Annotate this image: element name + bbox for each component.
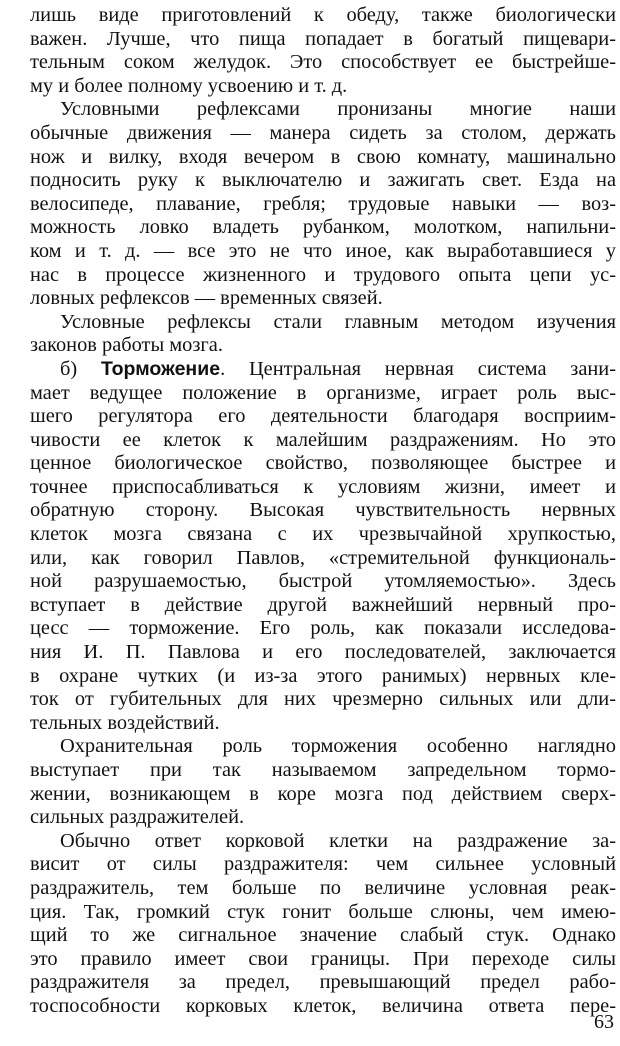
- text-line: раздражителя за предел, превышающий предел рабо-: [30, 971, 616, 994]
- text-line: в охране чутких (и из-за этого ранимых) нервных кле-: [30, 664, 616, 687]
- text-line: ток от губительных для них чрезмерно сильных или дли-: [30, 688, 616, 711]
- text-line: Охранительная роль торможения особенно наглядно: [60, 735, 616, 758]
- page-body-text: [30, 4, 616, 1019]
- text-line: вступает в действие другой важнейший нервный про-: [30, 593, 616, 616]
- text-line: ком и т. д. — все это не что иное, как выработавшиеся у: [30, 239, 616, 262]
- page-number: 63: [594, 1011, 614, 1033]
- text-line: ция. Так, громкий стук гонит больше слюны, чем имею-: [30, 900, 616, 923]
- text-line: раздражитель, тем больше по величине условная реак-: [30, 876, 616, 899]
- text-line: ной разрушаемостью, быстрой утомляемостью». Здесь: [30, 570, 616, 593]
- text-line: ловных рефлексов — временных связей.: [30, 287, 383, 310]
- text-line: обратную сторону. Высокая чувствительность нервных: [30, 499, 616, 522]
- section-term: Торможение: [100, 357, 221, 380]
- text-line: чивости ее клеток к малейшим раздражениям. Но это: [30, 428, 616, 451]
- text-line: шего регулятора его деятельности благодаря восприим-: [30, 405, 616, 428]
- text-line: тоспособности корковых клеток, величина ответа пере-: [30, 994, 616, 1017]
- text-line: Условные рефлексы стали главным методом изучения: [60, 310, 616, 333]
- text-line: важен. Лучше, что пища попадает в богатый пищевари-: [30, 27, 616, 50]
- text-line: [30, 358, 616, 382]
- text-line: Условными рефлексами пронизаны многие наши: [60, 98, 616, 121]
- text-line: цесс — торможение. Его роль, как показали исследова-: [30, 617, 616, 640]
- text-line: жении, возникающем в коре мозга под действием сверх-: [30, 782, 616, 805]
- text-line: точнее приспосабливаться к условиям жизни, имеет и: [30, 475, 616, 498]
- text-line: лишь виде приготовлений к обеду, также биологически: [30, 4, 616, 26]
- text-line: это правило имеет свои границы. При переходе силы: [30, 947, 616, 970]
- text-line: щий то же сигнальное значение слабый стук. Однако: [30, 924, 616, 947]
- text-line: подносить руку к выключателю и зажигать свет. Езда на: [30, 169, 616, 192]
- text-line: Обычно ответ корковой клетки на раздражение за-: [60, 829, 616, 852]
- text-line: нас в процессе жизненного и трудового опыта цепи ус-: [30, 263, 616, 286]
- list-marker: б): [60, 357, 101, 380]
- text-line: можность ловко владеть рубанком, молотком, напильни-: [30, 216, 616, 239]
- text-line: клеток мозга связана с их чрезвычайной хрупкостью,: [30, 523, 616, 546]
- text-line: тельным соком желудок. Это способствует ее быстрейше-: [30, 51, 616, 74]
- text-line: нож и вилку, входя вечером в свою комнату, машинально: [30, 145, 616, 168]
- text-line: му и более полному усвоению и т. д.: [30, 74, 348, 97]
- text-line: обычные движения — манера сидеть за столом, держать: [30, 121, 616, 144]
- text-line: велосипеде, плавание, гребля; трудовые навыки — воз-: [30, 192, 616, 215]
- text-line: выступает при так называемом запредельном тормо-: [30, 759, 616, 781]
- text-line: ния И. П. Павлова и его последователей, заключается: [30, 641, 616, 664]
- text-line: тельных воздействий.: [30, 711, 220, 734]
- line-text: . Центральная нервная система зани-: [220, 357, 616, 380]
- text-line: или, как говорил Павлов, «стремительной функциональ-: [30, 546, 616, 569]
- text-line: законов работы мозга.: [30, 334, 223, 357]
- text-line: ценное биологическое свойство, позволяющее быстрее и: [30, 452, 616, 475]
- text-line: висит от силы раздражителя: чем сильнее условный: [30, 853, 616, 876]
- text-line: сильных раздражителей.: [30, 806, 245, 829]
- text-line: мает ведущее положение в организме, играет роль выс-: [30, 381, 616, 404]
